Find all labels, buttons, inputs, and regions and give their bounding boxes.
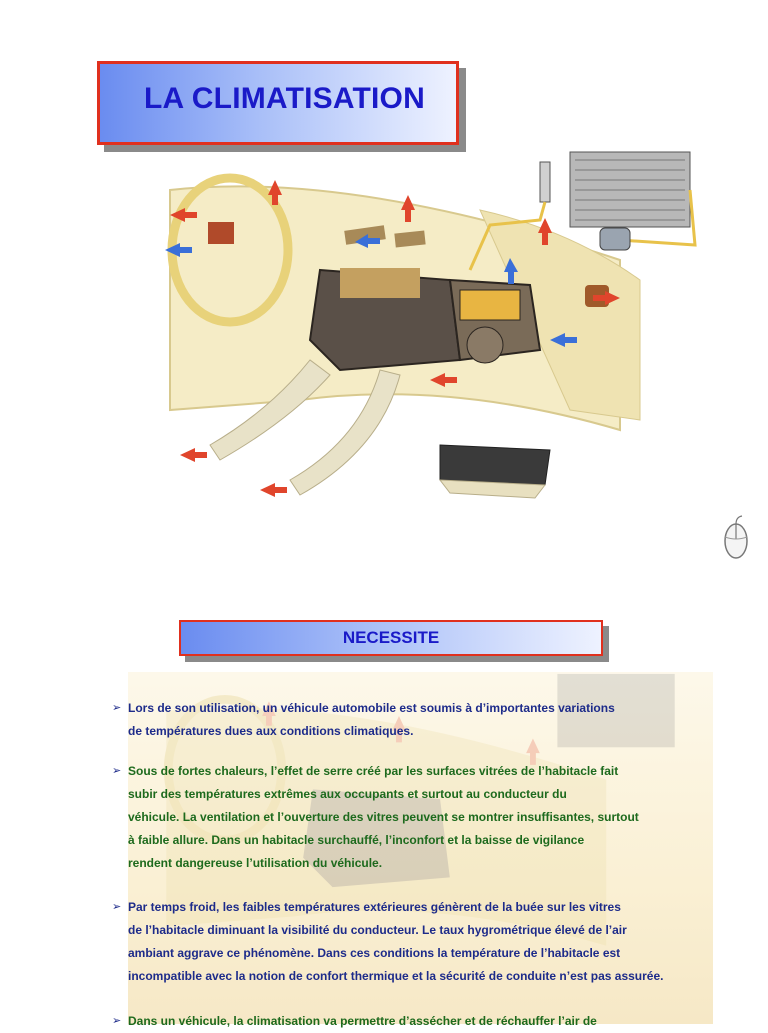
chevron-right-icon: ➢	[112, 901, 122, 913]
section-banner	[179, 620, 603, 656]
chevron-right-icon: ➢	[112, 1015, 122, 1027]
bullet-3-line-4: incompatible avec la notion de confort thermique et la sécurité de conduite n’est pas assurée.	[128, 969, 664, 983]
bullet-3-line-1: Par temps froid, les faibles températures extérieures génèrent de la buée sur les vitres	[128, 900, 621, 914]
bullet-2-line-3: véhicule. La ventilation et l’ouverture des vitres peuvent se montrer insuffisantes, surtout	[128, 810, 639, 824]
bullet-1-line-2: de températures dues aux conditions climatiques.	[128, 724, 414, 738]
bullet-2-line-5: rendent dangereuse l’utilisation du véhicule.	[128, 856, 383, 870]
bullet-2-line-2: subir des températures extrêmes aux occupants et surtout au conducteur du	[128, 787, 567, 801]
bullet-2-line-4: à faible allure. Dans un habitacle surchauffé, l’inconfort et la baisse de vigilance	[128, 833, 585, 847]
bullet-1-line-1: Lors de son utilisation, un véhicule automobile est soumis à d’importantes variations	[128, 701, 615, 715]
bullet-2	[112, 760, 639, 875]
page-title: LA CLIMATISATION	[144, 82, 425, 115]
hvac-illustration	[150, 150, 710, 510]
title-banner	[97, 61, 459, 145]
section-title: NECESSITE	[342, 628, 440, 647]
bullet-4-line-1: Dans un véhicule, la climatisation va permettre d’assécher et de réchauffer l’air de	[128, 1014, 597, 1028]
bullet-4	[112, 1010, 597, 1033]
chevron-right-icon: ➢	[112, 765, 122, 777]
bullet-2-line-1: Sous de fortes chaleurs, l’effet de serre créé par les surfaces vitrées de l’habitacle fait	[128, 764, 619, 778]
mouse-icon	[722, 515, 750, 561]
bullet-3-line-2: de l’habitacle diminuant la visibilité du conducteur. Le taux hygrométrique élevé de l’air	[128, 923, 627, 937]
bullet-3	[112, 896, 663, 988]
bullet-3-line-3: ambiant aggrave ce phénomène. Dans ces conditions la température de l’habitacle est	[128, 946, 621, 960]
bullet-1	[112, 697, 615, 743]
chevron-right-icon: ➢	[112, 702, 122, 714]
